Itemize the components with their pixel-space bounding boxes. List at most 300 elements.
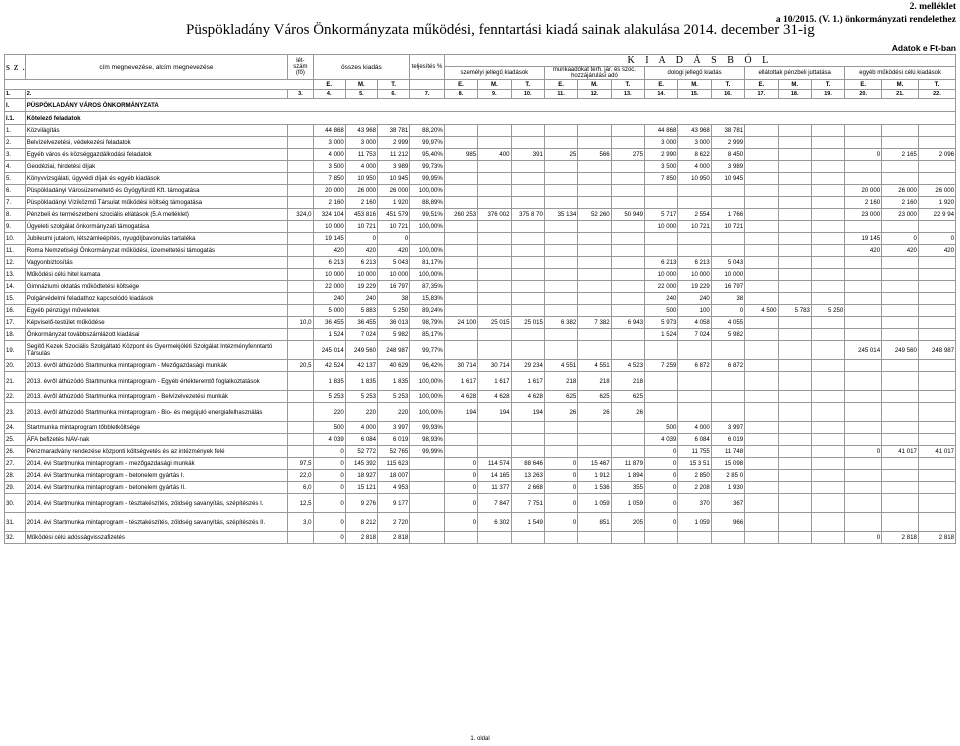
row-value: 420 [882,245,919,257]
row-value [645,532,678,544]
row-value [745,403,778,422]
row-value: 0 [544,482,577,494]
row-value: 20 000 [845,185,882,197]
row-value: 0 [845,532,882,544]
row-value [444,532,477,544]
row-value: 23 000 [882,209,919,221]
row-value [578,197,611,209]
row-value: 145 392 [345,458,377,470]
row-value [544,434,577,446]
row-value [745,482,778,494]
row-value [778,403,811,422]
column-number: 9. [478,90,511,99]
subsection-number: I.1. [5,112,26,125]
col-osszes: összes kiadás [313,55,410,80]
row-value: 420 [918,245,955,257]
row-value [478,185,511,197]
row-value [478,329,511,341]
row-value [511,422,544,434]
row-value: 0 [378,233,410,245]
row-value [918,281,955,293]
row-value [882,403,919,422]
row-value: 420 [845,245,882,257]
row-value [288,173,313,185]
row-value: 6,0 [288,482,313,494]
emt-label: M. [345,80,377,90]
row-value [918,305,955,317]
row-value [678,185,711,197]
row-value [845,494,882,513]
row-value: 5 253 [313,391,345,403]
column-number: 17. [745,90,778,99]
row-value [882,391,919,403]
row-name: Vagyonbiztosítás [25,257,287,269]
row-number: 25. [5,434,26,446]
row-value: 100,00% [410,269,445,281]
row-value: 19 229 [678,281,711,293]
column-number: 8. [444,90,477,99]
row-value [544,173,577,185]
row-value: 99,99% [410,446,445,458]
section-number: I. [5,99,26,112]
row-name: Egyéb város és községgazdálkodási feladatok [25,149,287,161]
table-row [5,125,956,137]
row-name: 2014. évi Startmunka mintaprogram - betonelem gyártás I. [25,470,287,482]
row-value: 5 982 [378,329,410,341]
row-value: 24 100 [444,317,477,329]
row-value: 20 000 [313,185,345,197]
row-number: 18. [5,329,26,341]
row-value [678,391,711,403]
row-value [611,281,644,293]
table-row [5,197,956,209]
row-value: 100,00% [410,372,445,391]
row-value [444,341,477,360]
row-value [444,245,477,257]
row-value [511,305,544,317]
row-value: 6 943 [611,317,644,329]
table-row [5,403,956,422]
row-value: 0 [544,470,577,482]
page-title: Püspökladány Város Önkormányzata működési, fenntartási kiadá sainak alakulása 2014. december 31-ig [186,22,815,38]
row-number: 19. [5,341,26,360]
row-value [882,269,919,281]
table-row [5,458,956,470]
row-value: 2 160 [345,197,377,209]
row-value [544,197,577,209]
column-number: 22. [918,90,955,99]
row-value: 25 [544,149,577,161]
column-number: 12. [578,90,611,99]
row-value [478,245,511,257]
row-value: 114 574 [478,458,511,470]
row-value: 16 797 [378,281,410,293]
row-value: 248 987 [918,341,955,360]
row-value [811,161,844,173]
row-number: 26. [5,446,26,458]
row-value: 2 818 [918,532,955,544]
row-value [882,317,919,329]
column-number: 1. [5,90,26,99]
column-number: 5. [345,90,377,99]
row-value [611,329,644,341]
row-value [778,494,811,513]
row-value: 625 [611,391,644,403]
row-value [845,281,882,293]
row-value [611,137,644,149]
row-value [745,372,778,391]
table-row [5,532,956,544]
row-value [811,221,844,233]
row-name: 2013. évről áthúzódó Startmunka mintaprogram - Mezőgazdasági munkák [25,360,287,372]
row-number: 29. [5,482,26,494]
row-value: 26 [544,403,577,422]
row-value: 26 [611,403,644,422]
row-value [478,221,511,233]
row-number: 28. [5,470,26,482]
row-value [778,281,811,293]
row-number: 5. [5,173,26,185]
row-value: 6 382 [544,317,577,329]
table-row [5,434,956,446]
row-value: 18 927 [345,470,377,482]
row-value: 25 015 [478,317,511,329]
row-value [578,257,611,269]
col-munkaado: munkaadókat terh. jár. és szoc. hozzájárulási adó [544,67,644,80]
row-value [745,233,778,245]
row-value [918,434,955,446]
row-value: 38 [711,293,744,305]
row-value [811,341,844,360]
row-value: 5 982 [711,329,744,341]
emt-label: E. [444,80,477,90]
row-value: 99,95% [410,173,445,185]
row-value: 6 084 [345,434,377,446]
row-value [511,269,544,281]
row-value [410,482,445,494]
row-value: 30 714 [478,360,511,372]
row-value: 0 [313,458,345,470]
row-value [882,173,919,185]
row-value: 1 059 [611,494,644,513]
row-value: 324 104 [313,209,345,221]
row-value [882,470,919,482]
row-value [745,209,778,221]
row-value: 194 [478,403,511,422]
row-value: 6 213 [678,257,711,269]
row-value: 100,00% [410,185,445,197]
row-value [678,245,711,257]
row-value [882,482,919,494]
row-value: 6 872 [678,360,711,372]
row-value: 4 039 [645,434,678,446]
row-value [288,269,313,281]
row-value [645,391,678,403]
row-value [444,446,477,458]
row-value: 0 [645,446,678,458]
row-value: 30 714 [444,360,477,372]
row-value: 2 85 0 [711,470,744,482]
row-value [711,372,744,391]
emt-label: T. [611,80,644,90]
row-value: 2 160 [882,197,919,209]
row-value [711,532,744,544]
row-value [478,434,511,446]
row-name: 2013. évről áthúzódó Startmunka mintaprogram - Belvízelvezetési munkák [25,391,287,403]
row-value: 38 781 [378,125,410,137]
row-number: 12. [5,257,26,269]
row-value: 43 968 [678,125,711,137]
row-value: 99,97% [410,137,445,149]
row-name: 2013. évről áthúzódó Startmunka mintaprogram - Egyéb értékteremtő foglalkoztatások [25,372,287,391]
row-value [678,403,711,422]
table-row [5,221,956,233]
row-value: 0 [544,458,577,470]
row-value [578,269,611,281]
row-value [288,372,313,391]
table-row [5,446,956,458]
row-value [544,125,577,137]
row-value [778,209,811,221]
row-value [745,161,778,173]
row-value: 42 524 [313,360,345,372]
row-value: 324,0 [288,209,313,221]
row-value: 966 [711,513,744,532]
row-value [410,494,445,513]
row-value [578,329,611,341]
row-value: 44 868 [645,125,678,137]
row-value [845,513,882,532]
row-value: 98,79% [410,317,445,329]
row-value: 5 717 [645,209,678,221]
row-value: 4 523 [611,360,644,372]
row-value: 0 [544,494,577,513]
row-value: 218 [611,372,644,391]
row-value: 22 000 [313,281,345,293]
row-value: 52 765 [378,446,410,458]
row-value: 1 835 [378,372,410,391]
row-value: 8 450 [711,149,744,161]
row-value [711,391,744,403]
row-name: Geodéziai, hirdetési díjak [25,161,287,173]
column-number: 7. [410,90,445,99]
row-value [811,532,844,544]
col-cim: cím megnevezése, alcím megnevezése [25,55,287,80]
row-value [811,513,844,532]
row-value: 1 524 [645,329,678,341]
row-value [918,137,955,149]
row-value: 2 165 [882,149,919,161]
row-value: 2 554 [678,209,711,221]
row-value [611,532,644,544]
row-value: 220 [378,403,410,422]
table-row [5,293,956,305]
row-value [745,422,778,434]
row-value: 0 [711,305,744,317]
row-value [544,532,577,544]
row-value [410,233,445,245]
row-value [611,341,644,360]
row-value [511,281,544,293]
row-value [811,470,844,482]
row-value [745,245,778,257]
row-value [511,161,544,173]
row-value: 220 [313,403,345,422]
row-value [288,422,313,434]
row-value: 10 950 [678,173,711,185]
row-value: 500 [645,422,678,434]
row-value [778,391,811,403]
row-value: 3 000 [313,137,345,149]
row-value: 0 [313,494,345,513]
row-value: 10 950 [345,173,377,185]
row-value: 6 872 [711,360,744,372]
row-value [611,185,644,197]
row-value: 6 213 [345,257,377,269]
row-value: 26 [578,403,611,422]
table-row [5,149,956,161]
row-value [478,422,511,434]
row-value: 10 000 [645,269,678,281]
row-value: 420 [313,245,345,257]
row-value: 6 213 [645,257,678,269]
row-value [918,494,955,513]
row-value [745,125,778,137]
row-value [745,360,778,372]
row-value [918,329,955,341]
row-value: 0 [845,149,882,161]
row-value: 10 000 [313,269,345,281]
row-value: 50 949 [611,209,644,221]
row-value: 0 [313,532,345,544]
row-value: 240 [678,293,711,305]
row-value [882,434,919,446]
row-value [678,372,711,391]
row-value [711,233,744,245]
row-value: 3 989 [378,161,410,173]
row-value: 6 019 [711,434,744,446]
row-value [578,221,611,233]
row-number: 20. [5,360,26,372]
row-value [511,125,544,137]
row-value [645,185,678,197]
row-value [745,317,778,329]
row-value: 12,5 [288,494,313,513]
row-value [288,137,313,149]
row-number: 8. [5,209,26,221]
row-number: 17. [5,317,26,329]
row-value: 2 990 [645,149,678,161]
row-value: 1 536 [578,482,611,494]
row-value [544,305,577,317]
row-value [811,137,844,149]
row-value [745,137,778,149]
row-value [811,173,844,185]
row-value [745,494,778,513]
row-value [882,360,919,372]
row-value [882,137,919,149]
row-value: 3,0 [288,513,313,532]
row-value: 19 145 [313,233,345,245]
row-value: 0 [345,233,377,245]
column-number: 3. [288,90,313,99]
row-value [444,161,477,173]
row-value [611,221,644,233]
row-value: 0 [444,458,477,470]
row-value: 1 912 [578,470,611,482]
col-egyeb: egyéb működési célú kiadások [845,67,956,80]
row-value [611,173,644,185]
budget-table [4,54,956,544]
row-value [511,185,544,197]
table-row [5,422,956,434]
row-name: Egyéb pénzügyi műveletek [25,305,287,317]
row-value [645,233,678,245]
row-name: 2013. évről áthúzódó Startmunka mintaprogram - Bio- és megújuló energiafelhasználás [25,403,287,422]
row-value: 5 883 [345,305,377,317]
row-value [611,434,644,446]
row-value: 2 999 [711,137,744,149]
row-value [478,125,511,137]
row-value: 420 [345,245,377,257]
row-value [745,434,778,446]
row-value [611,293,644,305]
col-sz: sz. [5,55,26,80]
row-value: 81,17% [410,257,445,269]
row-value [778,269,811,281]
row-value [288,257,313,269]
row-value: 1 835 [313,372,345,391]
row-value: 11 755 [678,446,711,458]
column-number: 21. [882,90,919,99]
row-name: Gimnáziumi oktatás működtetési költsége [25,281,287,293]
row-value [778,245,811,257]
row-value: 7 751 [511,494,544,513]
row-value [882,494,919,513]
row-value: 0 [444,482,477,494]
row-value [678,532,711,544]
row-value [778,317,811,329]
row-value: 240 [313,293,345,305]
row-value [811,257,844,269]
row-value [778,532,811,544]
unit-note: Adatok e Ft-ban [891,43,956,53]
row-value: 367 [711,494,744,513]
row-value: 52 260 [578,209,611,221]
row-value [778,482,811,494]
row-value [811,403,844,422]
row-value: 376 002 [478,209,511,221]
row-value: 100,00% [410,391,445,403]
row-value: 625 [578,391,611,403]
row-number: 23. [5,403,26,422]
row-name: Működési célú hitel kamata [25,269,287,281]
row-value: 0 [313,446,345,458]
row-value: 15 121 [345,482,377,494]
row-number: 9. [5,221,26,233]
row-value: 625 [544,391,577,403]
row-value: 85,17% [410,329,445,341]
row-value: 260 253 [444,209,477,221]
emt-label: M. [678,80,711,90]
row-name: 2014. évi Startmunka mintaprogram - tésztakészítés, zöldség savanyítás, szépítészés I. [25,494,287,513]
row-value: 5 000 [313,305,345,317]
row-value [845,317,882,329]
row-value: 10 000 [645,221,678,233]
row-value [811,422,844,434]
table-row [5,281,956,293]
row-value: 10 945 [378,173,410,185]
